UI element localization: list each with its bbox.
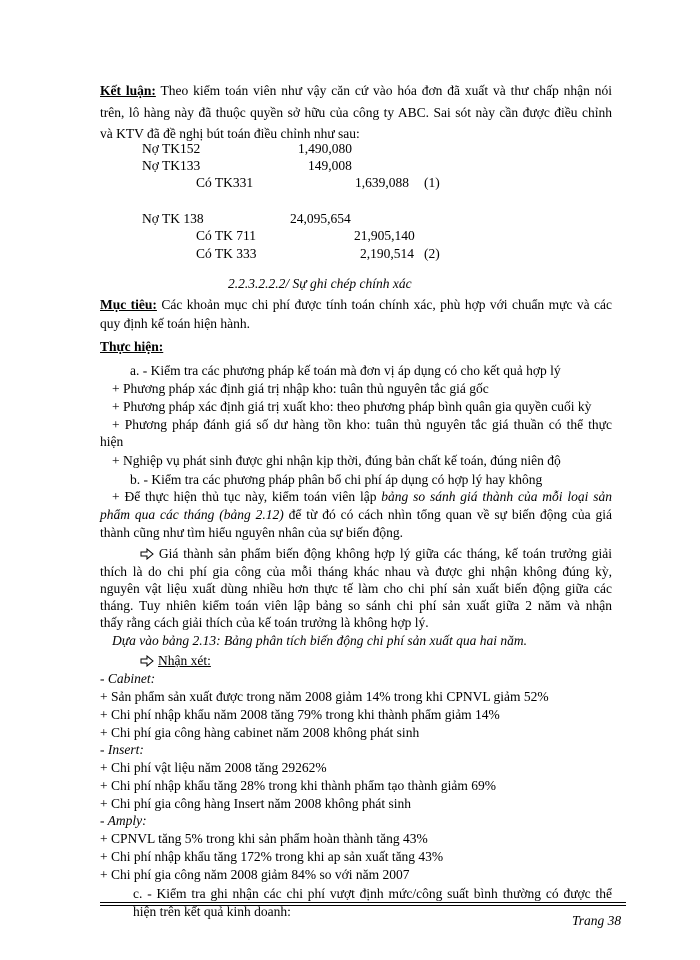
- explanation-line-3: nguyên vật liệu xuất dùng nhiều hơn thực tế làm cho chi phí sản xuất biến động giữa các: [100, 581, 612, 596]
- entry-account: Có TK 711: [196, 228, 257, 243]
- explanation-line-5: thấy rằng cách giải thích của kế toán trưởng là không hợp lý.: [100, 615, 429, 630]
- entry-account: Có TK 333: [196, 246, 257, 261]
- remark-item: + Chi phí nhập khẩu tăng 172% trong khi ap sản xuất tăng 43%: [100, 849, 444, 864]
- entry-amount: 24,095,654: [290, 211, 351, 226]
- step-a: a. - Kiểm tra các phương pháp kế toán mà đơn vị áp dụng có cho kết quả hợp lý: [130, 363, 561, 378]
- hollow-right-arrow-icon: [140, 547, 154, 564]
- entry-note: (2): [424, 246, 440, 261]
- explanation-line-4: tháng. Tuy nhiên kiểm toán viên lập bảng so sánh chi phí sản xuất giữa 2 năm và nhận: [100, 598, 612, 613]
- method-item: + Nghiệp vụ phát sinh được ghi nhận kịp thời, đúng bản chất kế toán, đúng niên độ: [112, 453, 561, 468]
- method-item: + Phương pháp xác định giá trị xuất kho: theo phương pháp bình quân gia quyền cuối kỳ: [112, 399, 592, 414]
- entry-amount: 2,190,514: [360, 246, 414, 261]
- conclusion-line-1: Kết luận: Theo kiểm toán viên như vậy căn cứ vào hóa đơn đã xuất và thư chấp nhận nói: [100, 83, 612, 98]
- conclusion-line-2: trên, lô hàng này đã thuộc quyền sở hữu của công ty ABC. Sai sót này cần được điều chỉnh: [100, 105, 612, 120]
- procedure-line-3: thành cũng như tìm hiểu nguyên nhân của sự biến động.: [100, 525, 403, 540]
- entry-account: Có TK331: [196, 175, 254, 190]
- page-number: Trang 38: [572, 913, 622, 928]
- method-item: + Phương pháp xác định giá trị nhập kho: tuân thủ nguyên tắc giá gốc: [112, 381, 489, 396]
- step-b: b. - Kiểm tra các phương pháp phân bổ chi phí áp dụng có hợp lý hay không: [130, 472, 543, 487]
- remark-item: + Chi phí gia công năm 2008 giảm 84% so với năm 2007: [100, 867, 410, 882]
- entry-account: Nợ TK152: [142, 141, 201, 156]
- implementation-label: Thực hiện:: [100, 339, 164, 354]
- entry-note: (1): [424, 175, 440, 190]
- section-heading: 2.2.3.2.2.2/ Sự ghi chép chính xác: [228, 276, 412, 291]
- method-item: + Phương pháp đánh giá số dư hàng tồn kho: tuân thủ nguyên tắc giá thuần có thể thực: [112, 417, 612, 432]
- step-c-line-1: c. - Kiểm tra ghi nhận các chi phí vượt định mức/công suất bình thường có được thể: [133, 886, 612, 901]
- conclusion-label: Kết luận:: [100, 83, 156, 98]
- step-c-line-2: hiện trên kết quả kinh doanh:: [133, 904, 291, 919]
- remark-item: + Chi phí nhập khẩu năm 2008 tăng 79% trong khi thành phẩm giảm 14%: [100, 707, 500, 722]
- entry-amount: 21,905,140: [354, 228, 415, 243]
- based-on-table: Dựa vào bảng 2.13: Bảng phân tích biến động chi phí sản xuất qua hai năm.: [112, 633, 527, 648]
- procedure-line-1: + Để thực hiện thủ tục này, kiểm toán viên lập bảng so sánh giá thành của mỗi loại sản: [112, 489, 612, 504]
- objective-line-2: quy định kế toán hiện hành.: [100, 316, 250, 331]
- method-item-cont: hiện: [100, 434, 124, 449]
- remark-item: + Chi phí gia công hàng Insert năm 2008 không phát sinh: [100, 796, 411, 811]
- explanation-line-1: Giá thành sản phẩm biến động không hợp lý giữa các tháng, kế toán trưởng giải: [140, 545, 612, 564]
- footer-rule: [100, 905, 626, 906]
- group-name: - Cabinet:: [100, 671, 156, 686]
- group-name: - Amply:: [100, 813, 147, 828]
- remarks-heading: [140, 652, 211, 671]
- entry-amount: 149,008: [308, 158, 352, 173]
- remarks-label: Nhận xét:: [158, 653, 211, 668]
- conclusion-line-3: và KTV đã đề nghị bút toán điều chỉnh như sau:: [100, 126, 360, 141]
- remark-item: + Chi phí gia công hàng cabinet năm 2008 không phát sinh: [100, 725, 420, 740]
- hollow-right-arrow-icon: [140, 654, 154, 671]
- objective-line-1: Mục tiêu: Các khoản mục chi phí được tính toán chính xác, phù hợp với chuẩn mực và các: [100, 297, 612, 312]
- remark-item: + Sản phẩm sản xuất được trong năm 2008 giảm 14% trong khi CPNVL giảm 52%: [100, 689, 549, 704]
- procedure-line-2: phẩm qua các tháng (bảng 2.12) để từ đó có cách nhìn tổng quan về sự biến động của giá: [100, 507, 612, 522]
- entry-amount: 1,639,088: [355, 175, 409, 190]
- footer-rule: [100, 902, 626, 903]
- objective-label: Mục tiêu:: [100, 297, 157, 312]
- group-name: - Insert:: [100, 742, 144, 757]
- remark-item: + Chi phí nhập khẩu tăng 28% trong khi thành phẩm tạo thành giảm 69%: [100, 778, 497, 793]
- remark-item: + CPNVL tăng 5% trong khi sản phẩm hoàn thành tăng 43%: [100, 831, 428, 846]
- entry-account: Nợ TK133: [142, 158, 201, 173]
- entry-amount: 1,490,080: [298, 141, 352, 156]
- entry-account: Nợ TK 138: [142, 211, 204, 226]
- remark-item: + Chi phí vật liệu năm 2008 tăng 29262%: [100, 760, 327, 775]
- explanation-line-2: thích là do chi phí gia công của mỗi tháng khác nhau và được ghi nhận không đúng kỳ,: [100, 564, 612, 579]
